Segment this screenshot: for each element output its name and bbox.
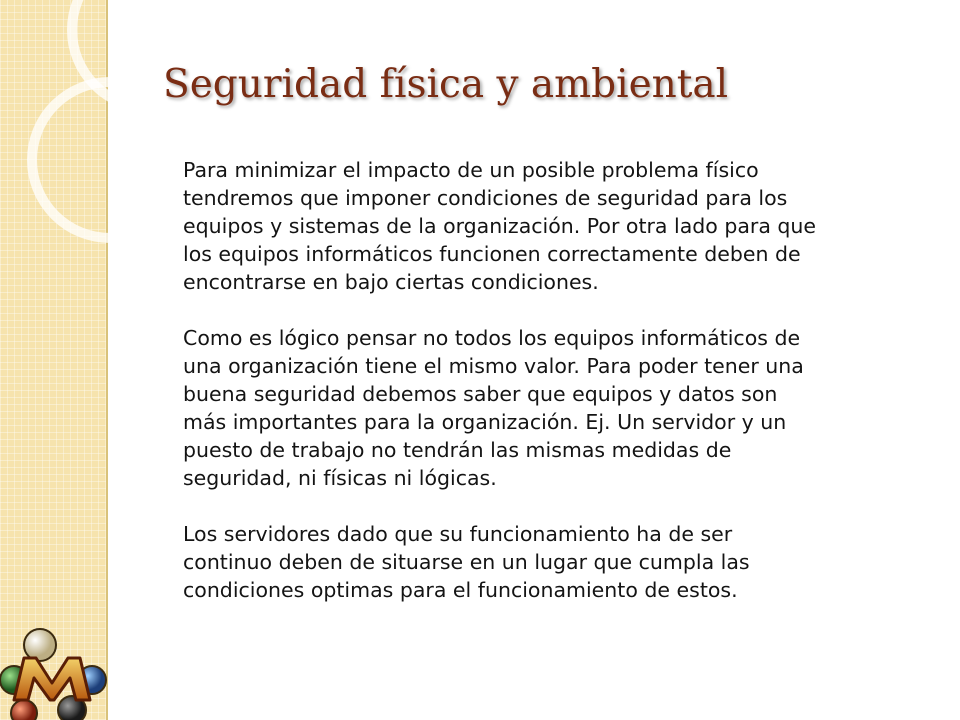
text-line: puesto de trabajo no tendrán las mismas medidas de <box>183 438 732 462</box>
paragraph-spacer <box>200 296 940 324</box>
magic-m-logo-icon <box>0 628 112 720</box>
body-paragraph-2 <box>183 324 940 492</box>
text-line: seguridad, ni físicas ni lógicas. <box>183 466 497 490</box>
decorative-rings <box>0 0 200 260</box>
text-line: condiciones optimas para el funcionamiento de estos. <box>183 578 738 602</box>
text-line: Los servidores dado que su funcionamiento ha de ser <box>183 522 733 546</box>
paragraph-spacer <box>200 492 940 520</box>
text-line: Para minimizar el impacto de un posible problema físico <box>183 158 759 182</box>
slide-title: Seguridad física y ambiental <box>163 62 729 107</box>
body-paragraph-3 <box>183 520 940 604</box>
body-paragraph-1 <box>183 156 940 296</box>
text-line: más importantes para la organización. Ej. Un servidor y un <box>183 410 787 434</box>
text-line: encontrarse en bajo ciertas condiciones. <box>183 270 599 294</box>
text-line: equipos y sistemas de la organización. Por otra lado para que <box>183 214 817 238</box>
text-line: los equipos informáticos funcionen correctamente deben de <box>183 242 801 266</box>
text-line: Como es lógico pensar no todos los equipos informáticos de <box>183 326 801 350</box>
slide-body <box>183 156 940 604</box>
text-line: tendremos que imponer condiciones de seguridad para los <box>183 186 788 210</box>
text-line: continuo deben de situarse en un lugar que cumpla las <box>183 550 750 574</box>
text-line: buena seguridad debemos saber que equipos y datos son <box>183 382 778 406</box>
text-line: una organización tiene el mismo valor. Para poder tener una <box>183 354 804 378</box>
